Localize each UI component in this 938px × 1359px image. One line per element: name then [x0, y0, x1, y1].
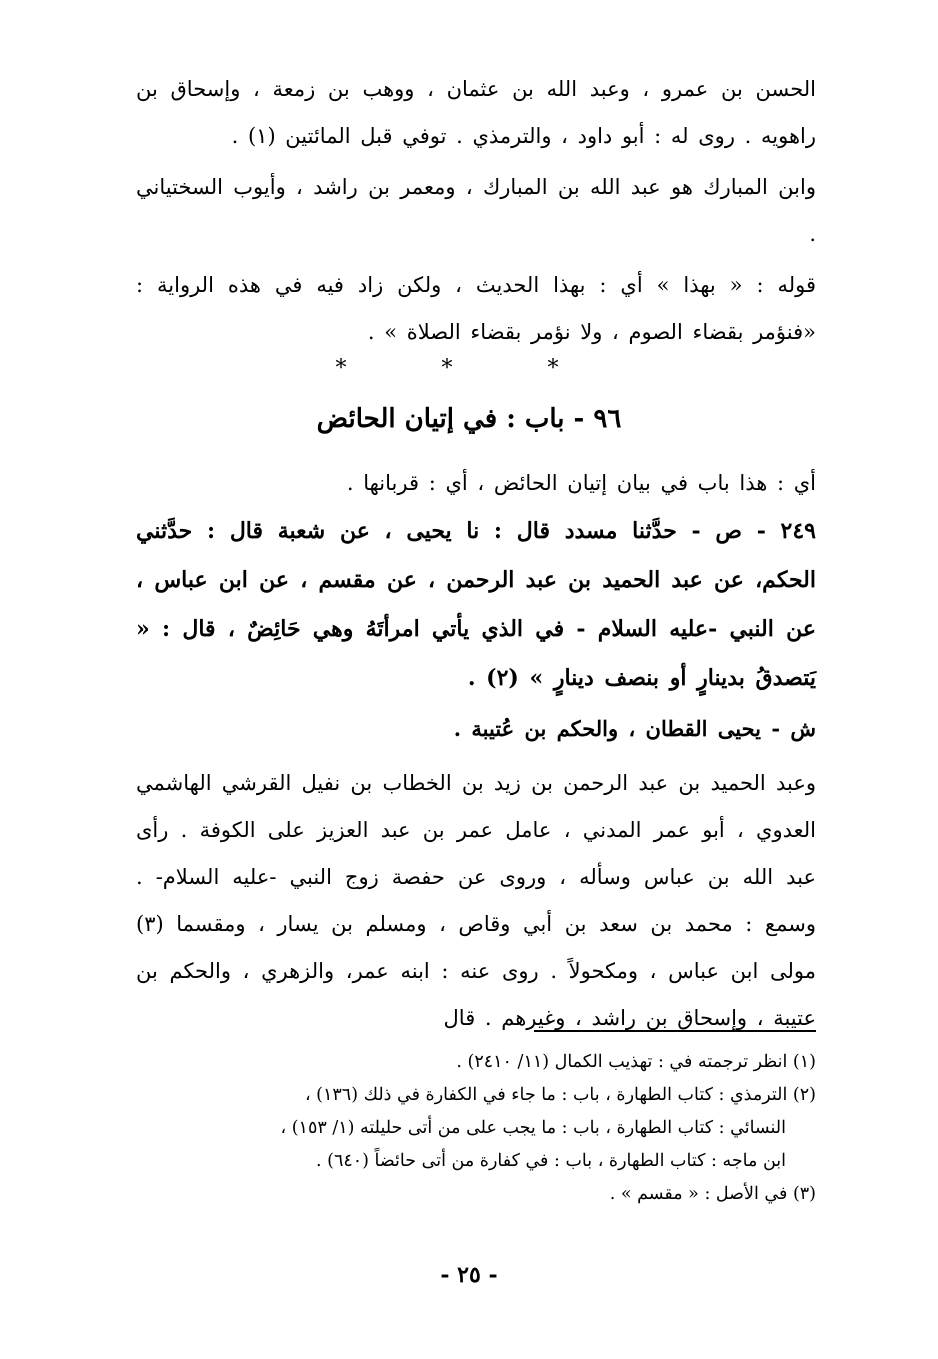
footnote-2-cont-2: ابن ماجه : كتاب الطهارة ، باب : في كفارة من أتى حائضاً (٦٤٠) .: [316, 1151, 786, 1171]
biography-paragraph: وعبد الحميد بن عبد الرحمن بن زيد بن الخطاب بن نفيل القرشي الهاشمي العدوي ، أبو عمر المدني ، عامل عمر بن عبد العزيز على الكوفة . رأى عبد الله بن عباس وسأله ، وروى عن حفصة زوج النبي -عليه السلام- . وسمع : محمد بن سعد بن أبي وقاص ، ومسلم بن يسار ، ومقسما (٣) مولى ابن عباس ، ومكحولاً . روى عنه : ابنه عمر، والزهري ، والحكم بن عتيبة ، وإسحاق بن راشد ، وغيرهم . قال: [136, 771, 816, 1030]
hadith-text: ٢٤٩ - ص - حدَّثنا مسدد قال : نا يحيى ، عن شعبة قال : حدَّثني الحكم، عن عبد الحميد بن عبد الرحمن ، عن مقسم ، عن ابن عباس ، عن النبي -عليه السلام - في الذي يأتي امرأتَهُ وهي حَائِضٌ ، قال : « يَتصدقُ بدينارٍ أو بنصف دينارٍ » (٢) .: [136, 518, 816, 691]
footnote-divider: [534, 1030, 816, 1032]
footnote-2: (٢) الترمذي : كتاب الطهارة ، باب : ما جاء في الكفارة في ذلك (١٣٦) ،: [304, 1085, 816, 1105]
chapter-explanation: أي : هذا باب في بيان إتيان الحائض ، أي : قربانها .: [346, 471, 816, 495]
chapter-body: [136, 460, 816, 1042]
section-separator: * * *: [335, 356, 603, 381]
footnote-3: (٣) في الأصل : « مقسم » .: [609, 1184, 816, 1204]
chapter-heading: ٩٦ - باب : في إتيان الحائض: [316, 404, 622, 434]
paragraph-3: قوله : « بهذا » أي : بهذا الحديث ، ولكن زاد فيه في هذه الرواية : «فنؤمر بقضاء الصوم ، ولا نؤمر بقضاء الصلاة » .: [136, 273, 816, 344]
footnote-2-cont-1: النسائي : كتاب الطهارة ، باب : ما يجب على من أتى حليلته (١/ ١٥٣) ،: [280, 1118, 786, 1138]
paragraph-1: الحسن بن عمرو ، وعبد الله بن عثمان ، ووهب بن زمعة ، وإسحاق بن راهويه . روى له : أبو داود ، والترمذي . توفي قبل المائتين (١) .: [136, 77, 816, 148]
sharh-line: ش - يحيى القطان ، والحكم بن عُتيبة .: [453, 716, 816, 741]
paragraph-2: وابن المبارك هو عبد الله بن المبارك ، ومعمر بن راشد ، وأيوب السختياني .: [136, 175, 816, 246]
footnote-1: (١) انظر ترجمته في : تهذيب الكمال (١١/ ٢٤١٠) .: [456, 1052, 816, 1072]
footnotes-block: [136, 1046, 816, 1211]
page-number: - ٢٥ -: [440, 1262, 498, 1288]
top-text-block: [136, 66, 816, 356]
